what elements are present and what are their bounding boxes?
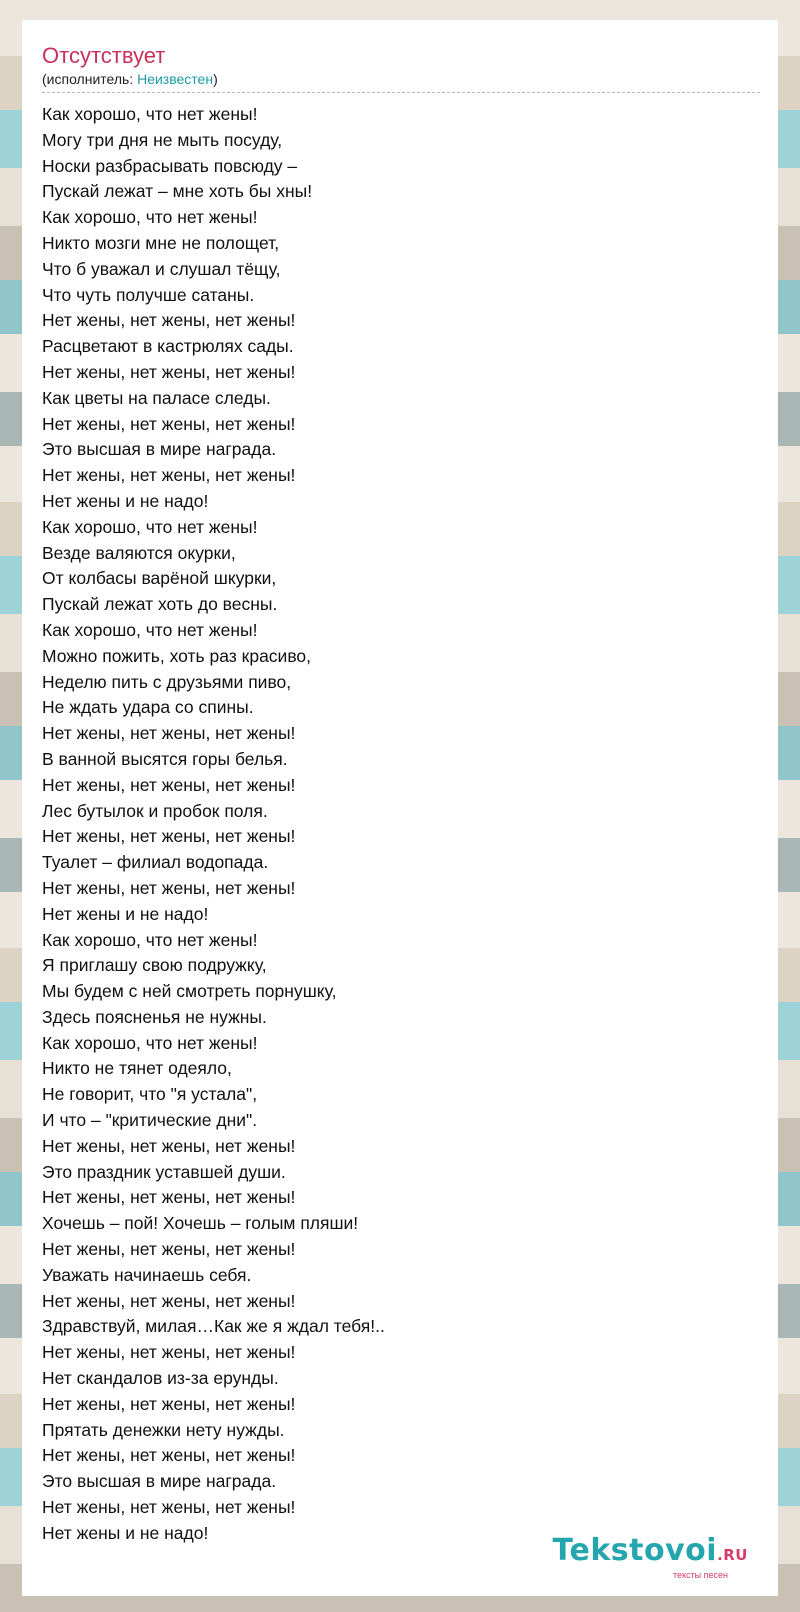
lyric-line: Нет жены, нет жены, нет жены! bbox=[42, 826, 296, 847]
lyric-line: Носки разбрасывать повсюду – bbox=[42, 155, 298, 176]
lyric-line: Здесь поясненья не нужны. bbox=[42, 1006, 267, 1027]
lyric-line: Неделю пить с друзьями пиво, bbox=[42, 671, 292, 692]
lyric-line: Везде валяются окурки, bbox=[42, 542, 236, 563]
lyric-line: Пускай лежат хоть до весны. bbox=[42, 594, 278, 615]
song-title: Отсутствует bbox=[42, 43, 166, 68]
lyric-line: Нет жены, нет жены, нет жены! bbox=[42, 1135, 296, 1156]
lyric-line: Что б уважал и слушал тёщу, bbox=[42, 258, 281, 279]
lyric-line: Как хорошо, что нет жены! bbox=[42, 1032, 258, 1053]
lyric-line: Я приглашу свою подружку, bbox=[42, 955, 267, 976]
lyric-line: Нет жены, нет жены, нет жены! bbox=[42, 877, 296, 898]
logo-main-text: Tekstovoi bbox=[552, 1533, 718, 1568]
lyric-line: Нет жены, нет жены, нет жены! bbox=[42, 1497, 296, 1518]
lyric-line: Не ждать удара со спины. bbox=[42, 697, 254, 718]
song-header bbox=[42, 42, 760, 93]
lyric-line: Как хорошо, что нет жены! bbox=[42, 207, 258, 228]
lyric-line: Прятать денежки нету нужды. bbox=[42, 1419, 285, 1440]
header-divider bbox=[42, 92, 760, 93]
logo-wordmark bbox=[552, 1533, 748, 1570]
lyric-line: Нет жены и не надо! bbox=[42, 1522, 209, 1543]
lyrics-card bbox=[22, 20, 778, 1596]
lyric-line: Что чуть получше сатаны. bbox=[42, 284, 255, 305]
lyric-line: Нет жены, нет жены, нет жены! bbox=[42, 413, 296, 434]
lyric-line: Как хорошо, что нет жены! bbox=[42, 929, 258, 950]
lyric-line: Могу три дня не мыть посуду, bbox=[42, 129, 283, 150]
site-logo[interactable] bbox=[552, 1533, 748, 1580]
artist-suffix: ) bbox=[213, 71, 218, 87]
lyric-line: Хочешь – пой! Хочешь – голым пляши! bbox=[42, 1213, 359, 1234]
lyric-line: Можно пожить, хоть раз красиво, bbox=[42, 645, 312, 666]
lyric-line: Туалет – филиал водопада. bbox=[42, 852, 269, 873]
lyric-line: Как цветы на паласе следы. bbox=[42, 387, 271, 408]
logo-subtitle: тексты песен bbox=[672, 1570, 728, 1580]
lyric-line: Здравствуй, милая…Как же я ждал тебя!.. bbox=[42, 1316, 385, 1337]
lyric-line: Это праздник уставшей души. bbox=[42, 1161, 286, 1182]
lyric-line: Это высшая в мире награда. bbox=[42, 439, 277, 460]
lyric-line: От колбасы варёной шкурки, bbox=[42, 568, 277, 589]
lyric-line: Мы будем с ней смотреть порнушку, bbox=[42, 981, 337, 1002]
lyric-line: Никто не тянет одеяло, bbox=[42, 1058, 232, 1079]
lyric-line: Нет жены, нет жены, нет жены! bbox=[42, 361, 296, 382]
lyric-line: Расцветают в кастрюлях сады. bbox=[42, 336, 294, 357]
lyric-line: И что – "критические дни". bbox=[42, 1110, 258, 1131]
artist-prefix: (исполнитель: bbox=[42, 71, 138, 87]
lyric-line: Нет жены, нет жены, нет жены! bbox=[42, 1239, 296, 1260]
lyric-line: Нет жены, нет жены, нет жены! bbox=[42, 1342, 296, 1363]
lyric-line: Как хорошо, что нет жены! bbox=[42, 516, 258, 537]
lyrics-text bbox=[42, 102, 760, 1547]
logo-tld: .RU bbox=[717, 1546, 748, 1564]
lyric-line: Нет жены и не надо! bbox=[42, 490, 209, 511]
lyric-line: Лес бутылок и пробок поля. bbox=[42, 800, 268, 821]
lyric-line: Нет жены, нет жены, нет жены! bbox=[42, 310, 296, 331]
lyric-line: Нет скандалов из-за ерунды. bbox=[42, 1368, 279, 1389]
lyric-line: Уважать начинаешь себя. bbox=[42, 1264, 252, 1285]
lyric-line: Нет жены, нет жены, нет жены! bbox=[42, 1393, 296, 1414]
lyric-line: Нет жены, нет жены, нет жены! bbox=[42, 723, 296, 744]
lyric-line: Это высшая в мире награда. bbox=[42, 1471, 277, 1492]
artist-link[interactable]: Неизвестен bbox=[137, 71, 214, 87]
lyric-line: Нет жены, нет жены, нет жены! bbox=[42, 465, 296, 486]
artist-line bbox=[42, 70, 760, 88]
lyric-line: В ванной высятся горы белья. bbox=[42, 748, 288, 769]
lyric-line: Пускай лежат – мне хоть бы хны! bbox=[42, 181, 313, 202]
lyric-line: Никто мозги мне не полощет, bbox=[42, 232, 280, 253]
lyric-line: Нет жены и не надо! bbox=[42, 903, 209, 924]
lyric-line: Не говорит, что "я устала", bbox=[42, 1084, 258, 1105]
lyric-line: Как хорошо, что нет жены! bbox=[42, 104, 258, 124]
lyric-line: Нет жены, нет жены, нет жены! bbox=[42, 1290, 296, 1311]
lyric-line: Как хорошо, что нет жены! bbox=[42, 619, 258, 640]
lyric-line: Нет жены, нет жены, нет жены! bbox=[42, 1187, 296, 1208]
lyric-line: Нет жены, нет жены, нет жены! bbox=[42, 1445, 296, 1466]
lyric-line: Нет жены, нет жены, нет жены! bbox=[42, 774, 296, 795]
